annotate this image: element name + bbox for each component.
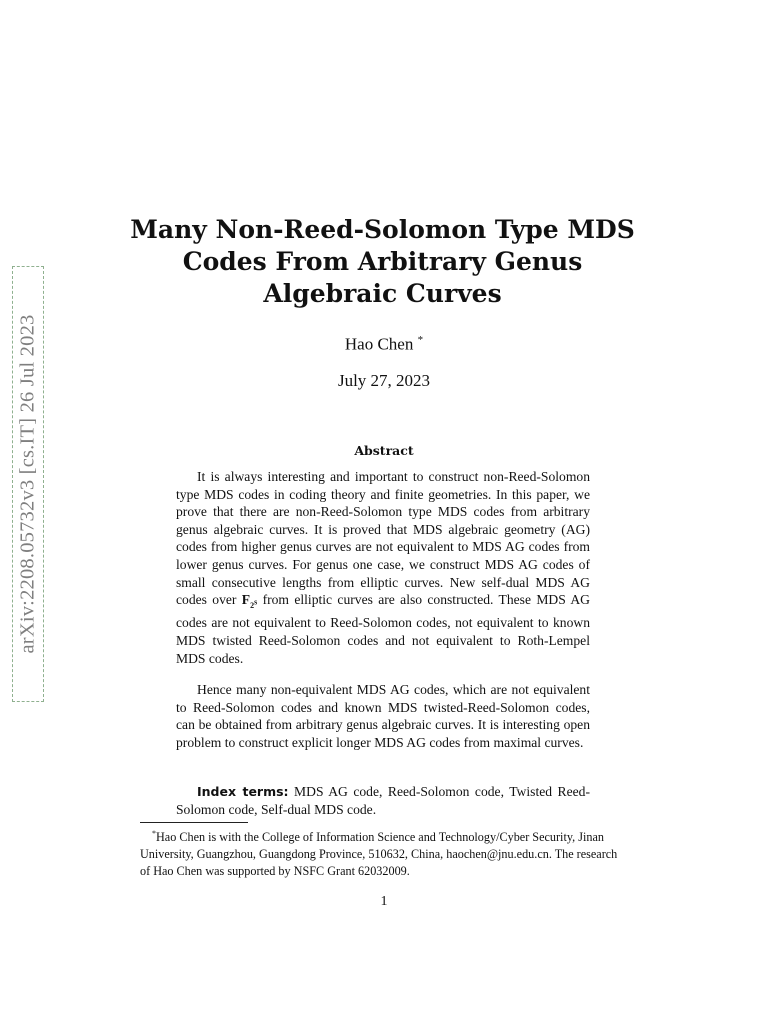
field-symbol: $F_{2s}$ <box>241 592 258 610</box>
paper-title: Many Non-Reed-Solomon Type MDS Codes From Arbitrary Genus Algebraic Curves <box>130 215 635 308</box>
abstract-p1-before: It is always interesting and important to construct non-Reed-Solomon type MDS codes in coding theory and finite geometries. In this paper, we prove that there are non-Reed-Solomon type MDS codes from arbitrary genus algebraic curves. It is proved that MDS algebraic geometry (AG) codes from higher genus curves are not equivalent to MDS AG codes from lower genus curves. For genus one case, we construct MDS AG codes of small consecutive lengths from elliptic curves. New self-dual MDS AG codes over <box>176 469 590 608</box>
author-name: Hao Chen <box>344 334 414 354</box>
footnote-divider <box>140 822 248 823</box>
abstract-p1-after: from elliptic curves are also constructed. These MDS AG codes are not equivalent to Reed-Solomon codes, not equivalent to known MDS twisted Reed-Solomon codes and not equivalent to Roth-Lempel MDS codes. <box>176 592 591 666</box>
abstract-heading: Abstract <box>354 443 414 458</box>
author-footnote <box>140 826 628 879</box>
arxiv-identifier-text: arXiv:2208.05732v3 [cs.IT] 26 Jul 2023 <box>16 314 39 654</box>
page-number: 1 <box>380 894 388 909</box>
publication-date: July 27, 2023 <box>337 371 431 390</box>
abstract-paragraph-2: Hence many non-equivalent MDS AG codes, which are not equivalent to Reed-Solomon codes and known MDS twisted-Reed-Solomon codes, can be obtained from arbitrary genus algebraic curves. It is interesting open problem to construct explicit longer MDS AG codes from maximal curves. <box>176 682 590 750</box>
footnote-mark: * <box>152 829 156 838</box>
index-terms-paragraph <box>176 783 590 818</box>
index-terms-label: Index terms: <box>197 784 289 799</box>
arxiv-identifier-stamp <box>12 266 44 702</box>
footnote-text: Hao Chen is with the College of Information Science and Technology/Cyber Security, Jinan University, Guangzhou, Guangdong Province, 510632, China, haochen@jnu.edu.cn. The research of Hao Chen was supported by NSFC Grant 62032009. <box>140 830 618 878</box>
abstract-paragraph-1 <box>176 468 590 667</box>
author-line <box>0 334 768 355</box>
author-footnote-mark: * <box>417 334 424 346</box>
index-terms-list: MDS AG code, Reed-Solomon code, Twisted Reed-Solomon code, Self-dual MDS code. <box>176 784 590 817</box>
